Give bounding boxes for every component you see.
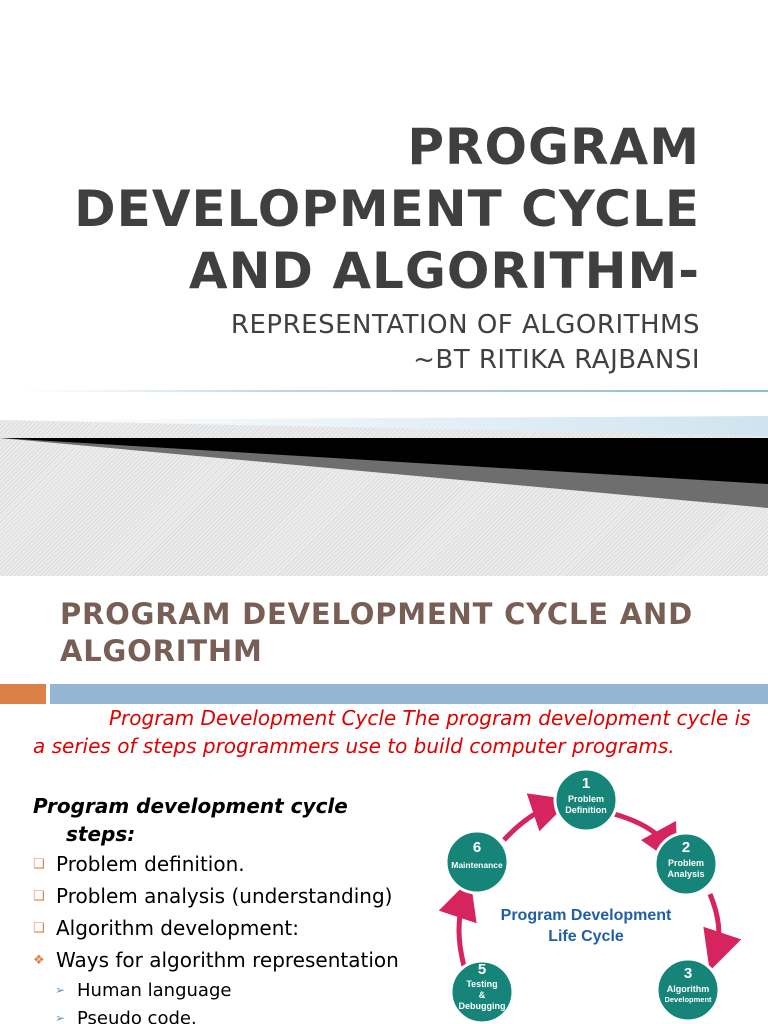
decorative-wedges <box>0 386 768 576</box>
steps-heading <box>33 792 413 848</box>
node-number: 6 <box>472 839 482 856</box>
content-title-line: ALGORITHM <box>60 634 263 668</box>
steps-heading-line: Program development cycle <box>33 794 348 818</box>
subtitle-line: REPRESENTATION OF ALGORITHMS <box>230 310 700 340</box>
cycle-arrow <box>710 894 719 952</box>
slide-title <box>20 116 700 302</box>
square-bullet-icon: ❑ <box>33 920 45 936</box>
content-slide-title <box>60 596 750 670</box>
square-bullet-icon: ❑ <box>33 856 45 872</box>
list-item <box>33 944 425 976</box>
node-label: Development <box>664 995 712 1004</box>
node-number: 2 <box>681 839 691 856</box>
node-label: Problem <box>667 858 705 868</box>
sub-list-item-text: Human language <box>77 979 232 1001</box>
slide-title-line: AND ALGORITHM- <box>188 242 700 300</box>
content-title-line: PROGRAM DEVELOPMENT CYCLE AND <box>60 597 693 631</box>
list-item <box>33 848 425 880</box>
list-item <box>33 912 425 944</box>
node-number: 3 <box>683 965 693 982</box>
node-label: Debugging <box>458 1001 506 1011</box>
list-item-text: Problem definition. <box>56 852 245 876</box>
steps-heading-line: steps: <box>66 822 136 846</box>
cycle-node-problem-analysis <box>655 833 717 895</box>
diagram-center-line: Life Cycle <box>548 928 624 945</box>
slide-subtitle <box>20 308 700 378</box>
sub-list-item <box>33 1004 425 1024</box>
node-label: Maintenance <box>451 860 503 870</box>
diamond-bullet-icon: ❖ <box>33 952 45 968</box>
content-slide <box>0 576 768 1024</box>
blue-accent-bar <box>50 684 768 704</box>
cycle-arrow <box>459 898 464 966</box>
list-item-text: Problem analysis (understanding) <box>56 884 393 908</box>
arrow-bullet-icon: ➢ <box>55 1011 66 1024</box>
slide-title-line: DEVELOPMENT CYCLE <box>74 180 700 238</box>
node-number: 5 <box>477 961 487 978</box>
cycle-node-algorithm-development <box>657 959 719 1021</box>
node-label: Problem <box>567 794 605 804</box>
square-bullet-icon: ❑ <box>33 888 45 904</box>
arrow-bullet-icon: ➢ <box>55 983 66 997</box>
slide-title-line: PROGRAM <box>407 118 700 176</box>
sub-list-item <box>33 976 425 1004</box>
node-label: Algorithm <box>666 984 710 994</box>
node-label: Definition <box>565 805 607 815</box>
diagram-center-line: Program Development <box>500 907 672 924</box>
cycle-arrow <box>614 814 668 848</box>
list-item-text: Ways for algorithm representation <box>56 948 399 972</box>
node-label: Testing <box>466 979 498 989</box>
cycle-node-maintenance <box>446 831 508 893</box>
list-item <box>33 880 425 912</box>
thin-blue-rule <box>18 390 768 392</box>
node-number: 1 <box>581 775 591 792</box>
sub-list-item-text: Pseudo code. <box>77 1007 197 1024</box>
node-label: & <box>478 990 486 1000</box>
cycle-arrow <box>504 806 552 840</box>
cycle-diagram <box>428 768 768 1024</box>
node-label: Analysis <box>667 869 705 879</box>
cycle-node-problem-definition <box>555 769 617 831</box>
list-item-text: Algorithm development: <box>56 916 299 940</box>
orange-accent-bar <box>0 684 46 704</box>
intro-text: Program Development Cycle The program development cycle is a series of steps programmers use to build computer programs. <box>33 706 751 758</box>
light-blue-wedge <box>0 416 768 436</box>
intro-paragraph <box>33 704 753 760</box>
subtitle-line: ~BT RITIKA RAJBANSI <box>413 345 700 375</box>
bullet-list <box>33 848 425 1024</box>
cycle-node-testing-debugging <box>451 961 513 1023</box>
